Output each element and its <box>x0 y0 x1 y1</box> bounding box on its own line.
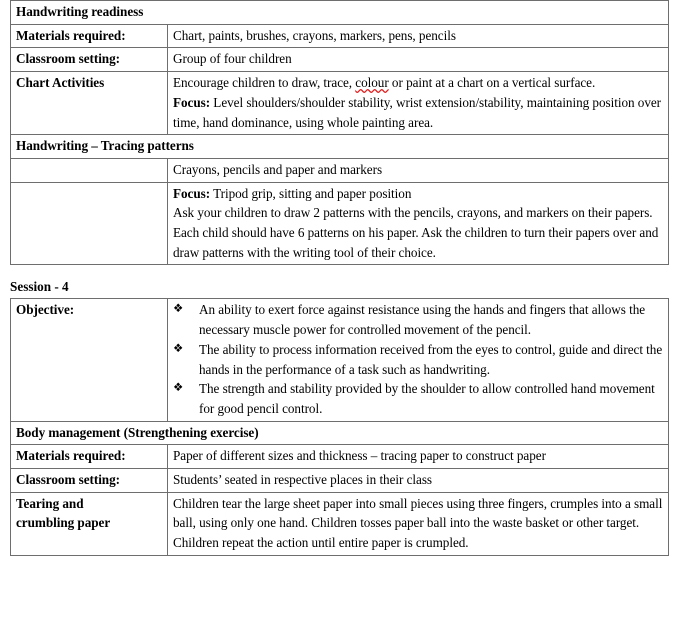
objective-label: Objective: <box>11 299 168 421</box>
list-item <box>173 340 663 379</box>
table-row <box>11 445 669 469</box>
table-row <box>11 182 669 265</box>
materials-required-value: Paper of different sizes and thickness – tracing paper to construct paper <box>168 445 669 469</box>
list-item-text: The ability to process information received from the eyes to control, guide and direct the hands in the performance of a task such as handwriting. <box>199 341 663 377</box>
tearing-crumbling-value: Children tear the large sheet paper into small pieces using three fingers, crumples into a small ball, using only one hand. Children tosses paper ball into the waste basket or other target. Children repeat the action until entire paper is crumpled. <box>168 492 669 555</box>
chart-activities-value <box>168 72 669 135</box>
list-item <box>173 300 663 339</box>
tracing-body-text: Ask your children to draw 2 patterns with the pencils, crayons, and markers on their papers. Each child should have 6 patterns on his paper. Ask the children to turn their papers over and draw patterns with the writing tool of their choice. <box>173 205 659 260</box>
chart-activities-text-lead: Encourage children to draw, trace, <box>173 75 356 91</box>
chart-activities-paragraph <box>173 73 663 93</box>
table-row-header <box>11 1 669 25</box>
focus-label: Focus: <box>173 94 211 110</box>
handwriting-readiness-table <box>10 0 669 265</box>
classroom-setting-label: Classroom setting: <box>11 469 168 493</box>
classroom-setting-value: Group of four children <box>168 48 669 72</box>
table-row <box>11 469 669 493</box>
spellcheck-word: colour <box>355 75 389 91</box>
tracing-activity-value <box>168 182 669 265</box>
tearing-crumbling-label-line-2: crumbling paper <box>16 515 111 531</box>
tracing-materials-value: Crayons, pencils and paper and markers <box>168 158 669 182</box>
tracing-patterns-header: Handwriting – Tracing patterns <box>11 135 669 159</box>
handwriting-readiness-header: Handwriting readiness <box>11 1 669 25</box>
diamond-bullet-icon: ❖ <box>173 382 184 395</box>
tearing-crumbling-label-line-1: Tearing and <box>16 495 84 511</box>
tracing-focus-line <box>173 184 663 204</box>
list-item-text: An ability to exert force against resistance using the hands and fingers that allows the necessary muscle power for controlled movement of the pencil. <box>199 302 646 338</box>
diamond-bullet-icon: ❖ <box>173 303 184 316</box>
table-row <box>11 24 669 48</box>
chart-activities-text-tail: or paint at a chart on a vertical surface. <box>388 75 596 91</box>
tracing-materials-label-empty <box>11 158 168 182</box>
focus-text: Tripod grip, sitting and paper position <box>210 185 412 201</box>
list-item <box>173 379 663 418</box>
focus-text: Level shoulders/shoulder stability, wrist extension/stability, maintaining position over time, hand dominance, using whole painting area. <box>173 94 662 130</box>
table-row <box>11 299 669 421</box>
session-four-table <box>10 298 669 555</box>
objective-bullet-list <box>173 300 663 418</box>
session-title: Session - 4 <box>10 279 69 295</box>
chart-activities-label: Chart Activities <box>11 72 168 135</box>
classroom-setting-value: Students’ seated in respective places in their class <box>168 469 669 493</box>
table-row <box>11 158 669 182</box>
body-management-header: Body management (Strengthening exercise) <box>11 421 669 445</box>
objective-value <box>168 299 669 421</box>
list-item-text: The strength and stability provided by the shoulder to allow controlled hand movement for good pencil control. <box>199 381 655 416</box>
chart-activities-focus <box>173 93 663 132</box>
tearing-crumbling-label <box>11 492 168 555</box>
materials-required-label: Materials required: <box>11 445 168 469</box>
table-row-subheader <box>11 135 669 159</box>
diamond-bullet-icon: ❖ <box>173 342 184 355</box>
classroom-setting-label: Classroom setting: <box>11 48 168 72</box>
table-row-subheader <box>11 421 669 445</box>
focus-label: Focus: <box>173 185 211 201</box>
table-row <box>11 492 669 555</box>
table-row <box>11 48 669 72</box>
tracing-activity-label-empty <box>11 182 168 265</box>
materials-required-value: Chart, paints, brushes, crayons, markers, pens, pencils <box>168 24 669 48</box>
table-row <box>11 72 669 135</box>
materials-required-label: Materials required: <box>11 24 168 48</box>
